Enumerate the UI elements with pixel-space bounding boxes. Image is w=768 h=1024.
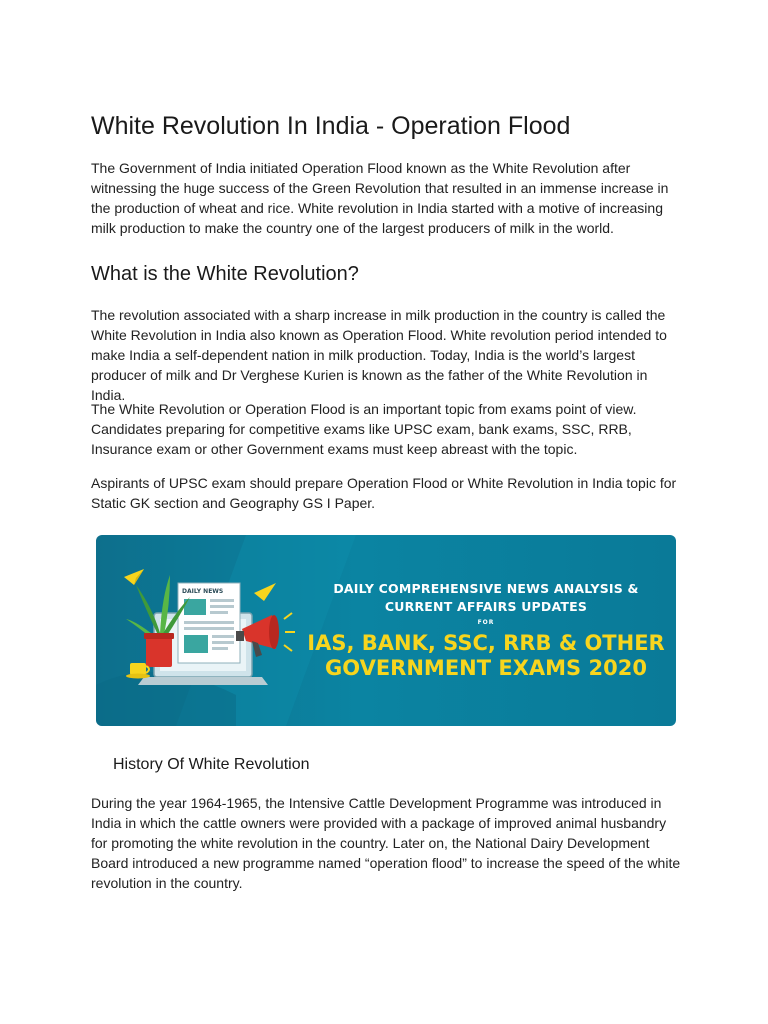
newspaper-label: DAILY NEWS xyxy=(182,588,224,595)
promo-banner[interactable] xyxy=(96,535,676,726)
banner-exams-line1: IAS, BANK, SSC, RRB & OTHER xyxy=(307,631,665,655)
section-heading-history: History Of White Revolution xyxy=(113,756,310,773)
paragraph-upsc-aspirants: Aspirants of UPSC exam should prepare Operation Flood or White Revolution in India topic for Static GK section and Geography GS I Paper. xyxy=(91,475,677,511)
banner-headline-line2: CURRENT AFFAIRS UPDATES xyxy=(384,599,588,614)
newspaper-icon xyxy=(178,583,240,663)
page-title: White Revolution In India - Operation Flood xyxy=(91,112,571,140)
intro-paragraph: The Government of India initiated Operation Flood known as the White Revolution after witnessing the huge success of the Green Revolution that resulted in an immense increase in the production of wheat and rice. White revolution in India started with a motive of increasing milk production to make the country one of the largest producers of milk in the world. xyxy=(91,160,669,236)
banner-headline-line1: DAILY COMPREHENSIVE NEWS ANALYSIS & xyxy=(333,581,639,596)
banner-exams-line2: GOVERNMENT EXAMS 2020 xyxy=(325,656,647,680)
coffee-cup-icon xyxy=(126,663,150,679)
section-heading-what-is: What is the White Revolution? xyxy=(91,263,359,285)
paragraph-history: During the year 1964-1965, the Intensive Cattle Development Programme was introduced in India in which the cattle owners were provided with a package of improved animal husbandry for promoting the white revolution in the country. Later on, the National Dairy Development Board introduced a new programme named “operation flood” to increase the speed of the white revolution in the country. xyxy=(91,795,681,891)
paragraph-exam-importance: The White Revolution or Operation Flood is an important topic from exams point of view. Candidates preparing for competitive exams like UPSC exam, bank exams, SSC, RRB, Insurance exam or other Government exams must keep abreast with the topic. xyxy=(91,401,637,457)
paragraph-definition: The revolution associated with a sharp increase in milk production in the country is called the White Revolution in India also known as Operation Flood. White revolution period intended to make India a self-dependent nation in milk production. Today, India is the world’s largest producer of milk and Dr Verghese Kurien is known as the father of the White Revolution in India. xyxy=(91,307,667,403)
banner-for-label: FOR xyxy=(477,619,495,626)
paper-plane-icon xyxy=(124,569,144,585)
